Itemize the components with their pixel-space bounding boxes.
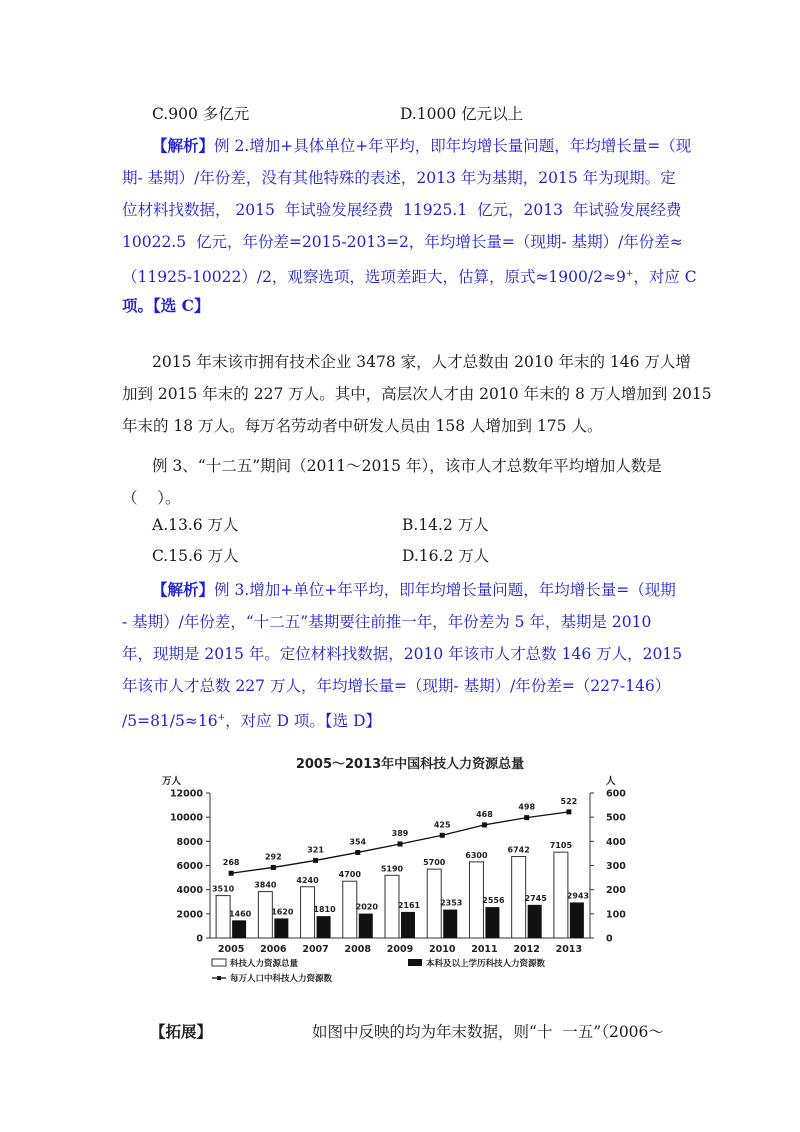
bar-bachelor [443,910,457,938]
line-point-label: 522 [560,796,578,806]
left-tick-label: 6000 [176,861,203,872]
x-tick-label: 2013 [555,944,583,955]
right-tick-label: 400 [606,836,626,848]
material-line-3: 年末的 18 万人。每万名劳动者中研发人员由 158 人增加到 175 人。 [122,417,603,435]
x-tick-label: 2009 [386,944,414,955]
analysis-tag: 【解析】 [152,136,215,155]
line-point-label: 425 [433,820,451,830]
x-tick-label: 2006 [260,944,287,955]
legend-swatch-line-marker [217,976,221,980]
bar-total-label: 3510 [211,884,235,894]
right-tick-label: 500 [606,812,626,824]
right-tick-label: 100 [606,909,626,921]
right-tick-label: 300 [606,861,626,872]
chart-title: 2005～2013年中国科技人力资源总量 [295,757,525,772]
ex2-analysis-line-5: （11925-10022）/2，观察选项，选项差距大，估算，原式≈1900/2≈9+，对应 C [122,268,697,287]
x-tick-label: 2010 [428,944,456,955]
right-tick-label: 200 [606,885,626,897]
bar-bachelor-label: 2745 [524,893,547,903]
extension-tag: 【拓展】 [150,1022,213,1041]
line-point [482,822,487,827]
bar-total-label: 5700 [423,858,446,868]
bar-total-label: 4240 [296,875,319,885]
bar-bachelor [528,905,542,938]
line-point-label: 498 [518,802,536,812]
analysis-tag: 【解析】 [152,580,215,599]
right-tick-label: 0 [606,933,613,945]
ex2-option-d: D.1000 亿元以上 [400,105,524,123]
bar-bachelor [359,914,373,938]
line-point-label: 268 [222,858,240,868]
tech-human-resources-chart [150,748,670,993]
ex3-option-b: B.14.2 万人 [402,516,489,534]
bar-total-label: 3840 [254,880,277,890]
left-tick-label: 4000 [176,885,203,897]
ex2-analysis-line-3: 位材料找数据， 2015 年试验发展经费 11925.1 亿元，2013 年试验发展经费 [122,201,682,219]
bar-bachelor-label: 2161 [397,900,421,910]
line-point [524,815,529,820]
ex2-analysis-line-6: 项。【选 C】 [122,296,210,315]
bar-bachelor-label: 2556 [482,896,505,906]
right-axis-unit: 人 [606,776,616,787]
legend-label-bachelor: 本科及以上学历科技人力资源数 [426,959,546,969]
ex3-option-a: A.13.6 万人 [152,516,239,534]
x-tick-label: 2008 [344,944,372,955]
ex2-analysis-line-2: 期- 基期）/年份差，没有其他特殊的表述，2013 年为基期，2015 年为现期。定 [122,169,676,187]
line-point-label: 292 [264,852,282,862]
x-tick-label: 2012 [513,944,540,955]
line-point [229,871,234,876]
material-line-2: 加到 2015 年末的 227 万人。其中，高层次人才由 2010 年末的 8 万人增加到 2015 [122,385,712,403]
left-tick-label: 10000 [169,812,203,824]
ex3-option-d: D.16.2 万人 [402,547,490,565]
legend-swatch-total [212,959,226,966]
left-tick-label: 12000 [169,788,203,800]
legend-label-line: 每万人口中科技人力资源数 [230,974,333,984]
bar-total-label: 5190 [380,864,404,874]
bar-bachelor-label: 2020 [355,902,378,912]
bar-bachelor [274,918,288,938]
ex3-question-line-2: （ ）。 [122,489,181,507]
bar-bachelor [485,907,499,938]
left-tick-label: 0 [196,933,203,945]
x-tick-label: 2011 [471,944,498,955]
bar-bachelor [570,902,584,938]
x-tick-label: 2005 [217,944,245,955]
line-point [313,858,318,863]
bar-bachelor-label: 2943 [566,891,590,901]
line-point [398,841,403,846]
line-point-label: 468 [476,809,493,819]
ex3-analysis-line-1: 【解析】例 3.增加+单位+年平均，即年均增长量问题，年均增长量=（现期 [152,580,676,599]
right-tick-label: 600 [606,788,626,800]
line-point [355,850,360,855]
x-tick-label: 2007 [302,944,329,955]
ex2-analysis-line-1: 【解析】例 2.增加+具体单位+年平均，即年均增长量问题，年均增长量=（现 [152,136,692,155]
bar-total-label: 7105 [549,841,573,851]
bar-bachelor [401,912,415,938]
line-point [271,865,276,870]
left-axis-unit: 万人 [162,776,182,787]
legend-label-total: 科技人力资源总量 [230,959,299,969]
ex3-option-c: C.15.6 万人 [152,547,239,565]
bar-bachelor-label: 1620 [271,907,294,917]
ex2-option-c: C.900 多亿元 [152,105,250,123]
bar-bachelor-label: 1810 [313,905,336,915]
line-point-label: 389 [391,828,409,838]
ex3-analysis-line-2: - 基期）/年份差，“十二五”基期要往前推一年，年份差为 5 年，基期是 2010 [122,613,652,631]
bar-total-label: 4700 [338,870,361,880]
ex2-analysis-line-4: 10022.5 亿元，年份差=2015-2013=2，年均增长量=（现期- 基期）/年份差≈ [122,233,683,251]
left-tick-label: 2000 [176,909,203,921]
left-tick-label: 8000 [176,836,203,848]
bar-total-label: 6742 [507,845,530,855]
bar-bachelor-label: 1460 [228,909,252,919]
ex3-analysis-line-5: /5=81/5≈16+，对应 D 项。【选 D】 [122,712,382,731]
bar-bachelor [232,920,246,938]
line-point [566,809,571,814]
line-point-label: 321 [307,845,324,855]
ex3-analysis-line-3: 年，现期是 2015 年。定位材料找数据，2010 年该市人才总数 146 万人，2015 [122,645,683,663]
extension-line [150,1022,212,1042]
ex3-analysis-line-4: 年该市人才总数 227 万人，年均增长量=（现期- 基期）/年份差=（227-146） [122,677,671,695]
line-point [440,833,445,838]
bar-total-label: 6300 [465,850,488,860]
bar-bachelor-label: 2353 [440,898,463,908]
material-line-1: 2015 年末该市拥有技术企业 3478 家，人才总数由 2010 年末的 146 万人增 [152,353,691,371]
extension-text: 如图中反映的均为年末数据，则“十 一五”（2006～ [312,1023,664,1041]
legend-swatch-bachelor [408,959,422,966]
bar-bachelor [317,916,331,938]
ex3-question-line-1: 例 3、“十二五”期间（2011～2015 年），该市人才总数年平均增加人数是 [152,457,662,475]
line-point-label: 354 [349,837,367,847]
